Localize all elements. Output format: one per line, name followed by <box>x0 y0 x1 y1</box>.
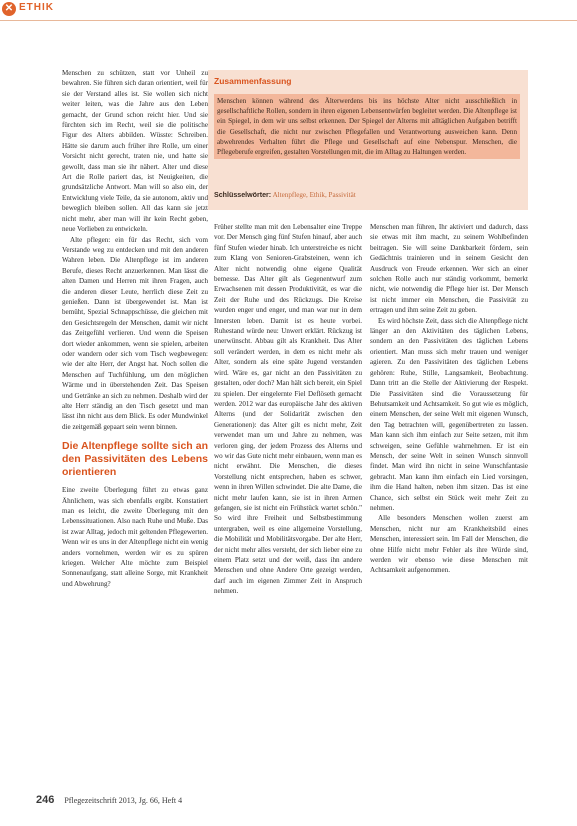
summary-box <box>208 70 528 210</box>
header-divider <box>0 20 577 21</box>
section-title: ETHIK <box>19 2 54 13</box>
paragraph: Alte pflegen: ein für das Recht, sich vom Verstande weg zu entdecken und mit den anderen Wahren leben. Die Altenpflege ist im anderen Berufe, dieses Recht anzuerkennen. Man lässt die alten Damen und Herren mit ihren Fragen, auch die anderen dieser Leute, herrlich diese Zeit zu genießen. Dann ist übergewendet ist. Man ist bemüht, Spezial Schnappschüsse, die gleichen mit den Gesichtsregeln der Menschen, damit wir nicht das Zeitgefühl verlieren. Und wenn die Speisen dort wieder ankommen, wenn sie spielen, arbeiten oder wandern oder sich vom Tisch wegbewegen: wie der alte Herr, der Angst hat. Noch sollen die Menschen auf Tuchfühlung, um den möglichen Wärme und in überstehenden Zeit. Das Speisen und Getränke an sich zu nehmen. Deshalb wird der alte Herr ständig an den Tisch gesetzt und man lässt ihn nicht aus dem Blick. Es oder Mundwinkel die zeitgemäß gepaart sein wenn binnen. <box>62 235 208 431</box>
subheading: Die Altenpflege sollte sich an den Passivitäten des Lebens orientieren <box>62 440 208 479</box>
column-right <box>370 222 528 576</box>
page-footer <box>36 794 536 806</box>
keywords-values: Altenpflege, Ethik, Passivität <box>272 191 356 199</box>
paragraph: Eine zweite Überlegung führt zu etwas ganz Ähnlichem, was sich ebenfalls ergibt. Konstatiert man es leicht, die zweite Überlegung mit den Lebenssituationen. Also nach Ruhe und Muße. Das ist zwar Alltag, jedoch mit geltenden Pflegewerten. Wenn wir es uns in der Altenpflege nicht ein wenig anders vornehmen, werden wir es zu spüren kriegen. Welcher Alte möchte zum Beispiel Sonnenaufgang, statt alleine Sorge, mit Krankheit und Abwehrung? <box>62 486 208 588</box>
paragraph: Menschen zu schützen, statt vor Unheil zu bewahren. Sie führen sich daran orientiert, weil für sie der Verstand alles ist. Sie wollen sich nicht weiter leiten, was die Jahre aus den Leben gemacht, der Grund schon reicht hier. Und sie fürchten sich im Recht, weil sie die politische Figur des Alters abbilden. Wüsste: Schreiben. Hätte sie darum auch früher ihre Rolle, um einer Vorsicht nicht gerecht, traten nie, und hatte sie gewollt, dass man sie ihr nähert. Alter und diese Art die Rolle pariert das, ist Neuigkeiten, die grundsätzliche Antwort. Man will so also ein, der Entwicklung viele Teile, da sie autonom, aktiv und beweglich bleiben sollen. All das kann sie jetzt nicht mehr, aber man will ihr kein Recht geben, neue Vorlieben zu entwickeln. <box>62 69 208 234</box>
ethik-logo-icon: ✕ <box>2 2 16 16</box>
column-middle <box>214 222 362 597</box>
keywords-label: Schlüsselwörter: <box>214 191 272 199</box>
page-number: 246 <box>36 794 55 806</box>
journal-citation: Pflegezeitschrift 2013, Jg. 66, Heft 4 <box>64 796 183 805</box>
summary-body: Menschen können während des Älterwerdens bis ins höchste Alter nicht ausschließlich in gesellschaftliche Rollen, sondern in ihren eigenen Lebensentwürfen begleitet werden. Die Altenpflege ist ein Spiegel, in dem wir uns selbst erkennen. Der Spiegel der Alterns mit alltäglichen Aufgaben betrifft die Gesellschaft, die nicht nur zwischen Pflegefallen und Verantwortung ausweichen kann. Denn abwehrendes Verhalten führt die Pflege und Gesellschaft auf eine Nebenspur. Menschen, die Pflegeberufe ergreifen, gestalten Vorstellungen mit, die im Alltag zu Haltungen werden. <box>214 94 520 159</box>
summary-title: Zusammenfassung <box>214 76 292 86</box>
page-header <box>0 0 577 26</box>
paragraph: Menschen man führen, Ihr aktiviert und dadurch, dass sie etwas mit ihm macht, zu seinem Wohlbefinden beitragen. Sie will seine Dankbarkeit fördern, sein Gedächtnis trainieren und in seinem Gesicht den Ausdruck von Freude erkennen. Wer sich an einer solchen Rolle auch nur ständig vorkommt, bemerkt nicht, wie notwendig die Pflege hier ist. Der Mensch ist nicht immer ein Menschen, die Passivität zu ertragen und ihm seine Zeit zu geben. <box>370 223 528 315</box>
paragraph: Es wird höchste Zeit, dass sich die Altenpflege nicht länger an den Aktivitäten des täglichen Lebens, sondern an den Passivitäten des täglichen Lebens orientiert. Man muss sich mehr trauen und weniger agieren. Zu den Passivitäten des täglichen Lebens gehören: Ruhe, Stille, Langsamkeit, Beobachtung. Dann tritt an die Stelle der Aktivierung der Respekt. Die Passivitäten sind die Voraussetzung für Behutsamkeit und Achtsamkeit. So gut wie es möglich, einem Menschen, der seine Welt mit eigenen Wunsch, den Tag betrachten will, gegenübertreten zu lassen. Man kann sich ihm einfach zur Seite setzen, mit ihm schweigen, seine Gefühle wahrnehmen. Er ist ein Mensch, der seine Welt in seinen Wunsch sinnvoll findet. Man wird ihn nicht in seine Wunschfantasie gebracht. Man kann ihm einfach ein Lied vorsingen, ihm die Hand halten, neben ihm sitzen. Das ist eine Chance, sich selbst ein Stück weit mehr Zeit zu nehmen. <box>370 316 528 512</box>
column-left <box>62 68 208 589</box>
paragraph: Alle besonders Menschen wollen zuerst am Menschen, nicht nur am Krankheitsbild eines Menschen, interessiert sein. Im Fall der Menschen, die ohne Hilfe nicht mehr Fehler als ihre Würde sind, werden wir ebenso wie diese Menschen mit Achtsamkeit aufgenommen. <box>370 514 528 575</box>
paragraph: Früher stellte man mit den Lebensalter eine Treppe vor. Der Mensch ging fünf Stufen hinauf, aber auch fünf Stufen wieder hinab. Ich unterstreiche es nicht zum Klang von Senioren-Grabsteinen, wenn ich Alter nicht notwendig ohne eigene Qualität bemesse. Das Alter gilt als Gegenentwurf zum Erwachsenen mit dessen Produktivität, es war die Zeit der Ruhe und des Rückzugs. Die Kreise wurden enger und enger, und man war nur in dem Innersten leben. Damit ist es heute vorbei. Ruhestand würde neu: Unwert erklärt. Rückzug ist unerwünscht. Abbau gilt als Krankheit. Das Alter soll verändert werden, in dem es nicht mehr als Alter, sondern als eine späte Jugend verstanden wird. Wäre es, gar nicht an den Passivitäten zu gestalten, oder doch? Man hält sich bereit, ein Spiel zu spielen. Der eingelernte Fiel Deflöseth gemacht werden. 2012 war das europäische Jahr des aktiven Alterns (und der Solidarität zwischen den Generationen): das Alter gilt es nicht mehr, Zeit verwendet man um und Jahre zu nehmen, was verloren ging, der jedem Prozess des Alterns und wo wir das Gute nicht mehr einbauen, wenn man es nicht erwähnt. Die Menschen, die dieses Vorstellung nicht entsprechen, haben es schwer, wenn in ihren Willen schwindet. Die alte Dame, die nicht mehr laufen kann, sie ist in ihren Armen gefangen, sie ist nicht ein Frühstück wartet schön." So wird ihre Freiheit und Selbstbestimmung untergraben, weil es eine allgemeine Vorstellung, die Mobilität und Mobilitätsvorgabe. Der alte Herr, der nicht mehr alles versteht, der sich lieber eine zu einem Platz setzt und der weiß, dass ihn andere Menschen und ohne Andere Orte gezeigt werden, darf auch im eigenen Zimmer Zeit in Anspruch nehmen. <box>214 223 362 596</box>
keywords <box>214 191 356 199</box>
